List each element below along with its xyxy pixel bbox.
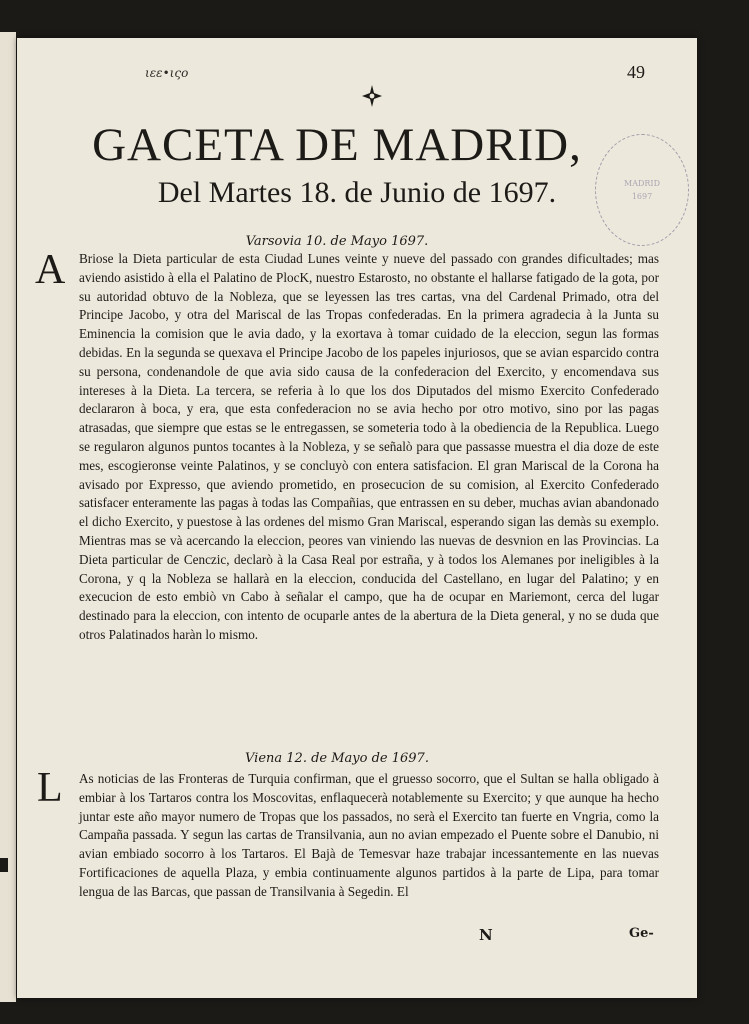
stamp-text: MADRID [624,179,660,188]
cross-icon [360,84,384,108]
page-number: 49 [627,62,645,82]
page-title: GACETA DE MADRID, [92,119,582,171]
adjacent-page-edge [0,32,16,1002]
library-stamp [595,134,689,246]
dateline-varsovia: Varsovia 10. de Mayo 1697. [245,234,429,249]
issue-date: Del Martes 18. de Junio de 1697. [157,176,557,209]
article-varsovia [35,247,659,645]
drop-cap: L [37,765,63,811]
stamp-year: 1697 [631,192,653,201]
article-viena [37,765,659,902]
catchword: Ge- [629,926,654,941]
signature-mark: N [479,926,493,944]
article-text: Briose la Dieta particular de esta Ciudad Lunes veinte y nueve del passado con grandes dificultades; mas aviendo asistido à ella el Palatino de PlocK, nuestro Estarosto, no obstante el hallarse fatigado de la gota, por su autoridad obtuvo de la Nobleza, que se leyessen las tres cartas, vna del Cardenal Primado, otra del Principe Jacobo, y otra del Mariscal de las Tropas confederadas. En la primera agradecia à la Junta su Eminencia la comision que le avia dado, y la exortava à tomar cuidado de la eleccion, segun las formas debidas. En la segunda se quexava el Principe Jacobo de los papeles injuriosos, que se avian esparcido contra su persona, condenandole de que avia sido causa de la confederacion del Exercito, y encomendava sus intereses à la Dieta. La tercera, se referia à lo que los dos Diputados del mismo Exercito Confederado declararon à boca, y era, que esta confederacion no se avia hecho por otro motivo, sino por las pagas atrasadas, que siempre que estas se le entregassen, se someteria todo à la obediencia de la Republica. Luego se regularon algunos puntos tocantes à la Nobleza, y se señalò para que passasse muestra el dia doze de este mes, escogieronse veinte Palatinos, y se concluyò con entera satisfacion. El gran Mariscal de la Corona ha avisado por Expresso, que aviendo prometido, en prosecucion de su comision, al Exercito Confederado satisfacer enteramente las pagas à todas las Compañias, que entrassen en su deber, muchas avian abandonado el dicho Exercito, y puestose à las ordenes del mismo Gran Mariscal, esperando sigan las demàs su exemplo. Mientras mas se và acercando la eleccion, peores van viniendo las nuevas de desvnion en las Provincias. La Dieta particular de Cenczic, declarò à la Casa Real por estraña, y à todos los Alemanes por ineligibles à la Corona, y q la Nobleza se hallarà en la eleccion, conducida del Castellano, en lugar del Palatino; y en execucion de esto embiò vn Cabo à señalar el campo, que ha de ocupar en Mariemont, cerca del lugar destinado para la eleccion, con intento de ocuparle antes de la abertura de la Dieta general, y no se duda que otros Palatinados haràn lo mismo. [79,251,659,642]
dateline-viena: Viena 12. de Mayo de 1697. [245,751,429,766]
gazette-page [17,38,697,998]
article-text: As noticias de las Fronteras de Turquia confirman, que el gruesso socorro, que el Sultan se halla obligado à embiar à los Tartaros contra los Moscovitas, enflaquecerà notablemente su Exercito; y que aunque ha hecho juntar este año mayor numero de Tropas que los passados, no serà el Exercito tan fuerte en Vngria, como la Campaña passada. Y segun las cartas de Transilvania, aun no avian empezado el Puente sobre el Danubio, ni avian embiado socorro à los Tartaros. El Bajà de Temesvar haze trabajar incessantemente en las nuevas Fortificaciones de aquella Plaza, y embia continuamente algunos partidos à la parte de Lipa, para tomar lengua de las Barcas, que passan de Transilvania à Segedin. El [79,771,659,899]
catalog-mark: ιεε•ιςο [145,66,189,80]
binding-shadow [0,858,8,872]
drop-cap: A [35,247,66,293]
